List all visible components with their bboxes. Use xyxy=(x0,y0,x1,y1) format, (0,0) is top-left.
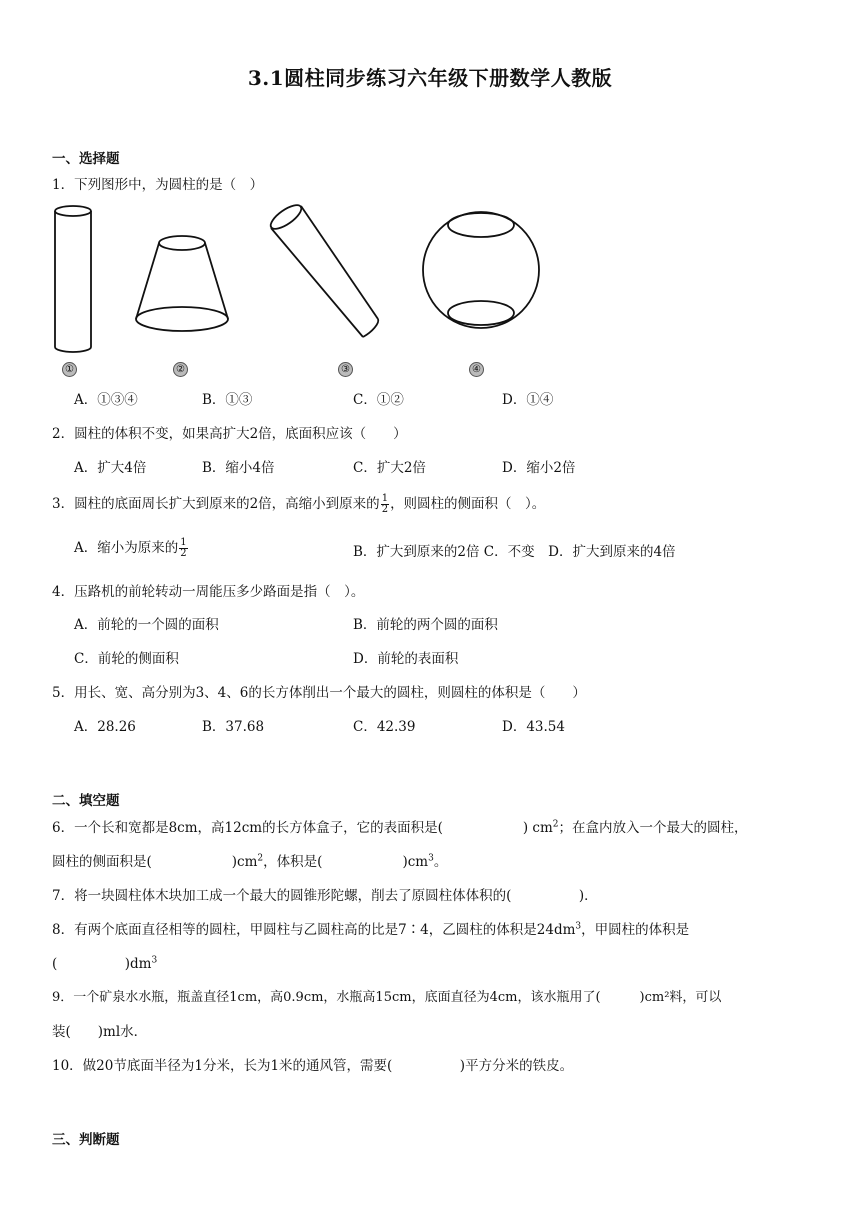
section-heading-choice: 一、选择题 xyxy=(52,151,120,167)
q1-option-a[interactable]: A．①③④ xyxy=(74,392,138,408)
figure-label-2: ② xyxy=(173,362,188,377)
q2-option-d[interactable]: D．缩小2倍 xyxy=(502,460,576,476)
q3-options-b-c-d[interactable]: B．扩大到原来的2倍 C．不变 D．扩大到原来的4倍 xyxy=(353,544,676,560)
question-9-line-2: 装( )ml水． xyxy=(52,1024,148,1040)
q4-option-b[interactable]: B．前轮的两个圆的面积 xyxy=(353,617,498,633)
question-5-stem: 5．用长、宽、高分别为3、4、6的长方体削出一个最大的圆柱，则圆柱的体积是（ ） xyxy=(52,685,586,701)
q5-option-d[interactable]: D．43.54 xyxy=(502,719,565,735)
question-8-line-1: 8．有两个底面直径相等的圆柱，甲圆柱与乙圆柱高的比是7∶4，乙圆柱的体积是$24dm^3$，甲圆柱的体积是 xyxy=(52,921,690,938)
question-6-line-2: 圆柱的侧面积是( )$cm^2$，体积是( )$cm^3$。 xyxy=(52,853,448,870)
question-3-stem: 3．圆柱的底面周长扩大到原来的2倍，高缩小到原来的 $\frac{1}{2}$ ，则圆柱的侧面积（ ）。 xyxy=(52,493,546,515)
q5-option-b[interactable]: B．37.68 xyxy=(202,719,265,735)
figure-2-frustum xyxy=(136,236,228,331)
figure-1-cylinder xyxy=(55,206,91,352)
q1-option-c[interactable]: C．①② xyxy=(353,392,404,408)
question-6-line-1: 6．一个长和宽都是8cm，高12cm的长方体盒子，它的表面积是( ) $cm^2$；在盒内放入一个最大的圆柱， xyxy=(52,819,748,836)
figure-3-slanted-cylinder xyxy=(267,201,378,337)
q5-option-a[interactable]: A．28.26 xyxy=(74,719,136,735)
question-2-stem: 2．圆柱的体积不变，如果高扩大2倍，底面积应该（ ） xyxy=(52,426,407,442)
question-10-stem: 10．做20节底面半径为1分米，长为1米的通风管，需要( )平方分米的铁皮。 xyxy=(52,1058,574,1074)
q4-option-a[interactable]: A．前轮的一个圆的面积 xyxy=(74,617,219,633)
cylinder-figures-diagram xyxy=(40,195,560,355)
q4-option-c[interactable]: C．前轮的侧面积 xyxy=(74,651,179,667)
q4-option-d[interactable]: D．前轮的表面积 xyxy=(353,651,459,667)
question-7-stem: 7．将一块圆柱体木块加工成一个最大的圆锥形陀螺，削去了原圆柱体体积的( )． xyxy=(52,888,598,904)
q1-option-d[interactable]: D．①④ xyxy=(502,392,554,408)
figure-label-4: ④ xyxy=(469,362,484,377)
q2-option-b[interactable]: B．缩小4倍 xyxy=(202,460,275,476)
question-1-stem: 1．下列图形中，为圆柱的是（ ） xyxy=(52,177,264,193)
q5-option-c[interactable]: C．42.39 xyxy=(353,719,416,735)
figure-label-3: ③ xyxy=(338,362,353,377)
figure-label-1: ① xyxy=(62,362,77,377)
section-heading-fill: 二、填空题 xyxy=(52,793,120,809)
section-heading-judge: 三、判断题 xyxy=(52,1132,120,1148)
page-title: 3.1圆柱同步练习六年级下册数学人教版 xyxy=(247,66,613,90)
question-8-line-2: ( )$dm^3$ xyxy=(52,955,158,972)
q1-option-b[interactable]: B．①③ xyxy=(202,392,253,408)
q3-option-a[interactable]: A．缩小为原来的 $\frac{1}{2}$ xyxy=(74,537,187,559)
q2-option-a[interactable]: A．扩大4倍 xyxy=(74,460,147,476)
q2-option-c[interactable]: C．扩大2倍 xyxy=(353,460,426,476)
fraction-one-half: $\frac{1}{2}$ xyxy=(381,493,389,515)
figure-4-sphere xyxy=(423,212,539,328)
question-4-stem: 4．压路机的前轮转动一周能压多少路面是指（ ）。 xyxy=(52,584,365,600)
question-9-line-1: 9．一个矿泉水水瓶，瓶盖直径1cm，高0.9cm，水瓶高15cm，底面直径为4cm，该水瓶用了( )cm²料，可以 xyxy=(52,990,722,1005)
